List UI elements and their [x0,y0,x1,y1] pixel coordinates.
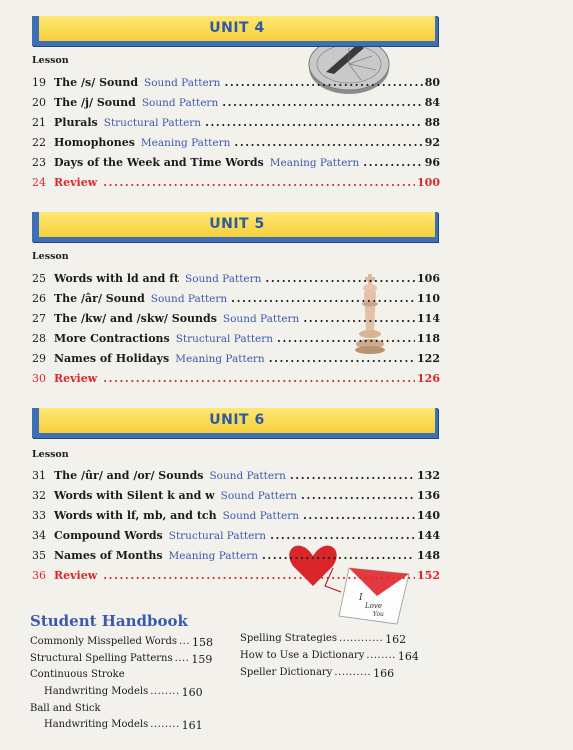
handbook-item-page: 160 [181,686,203,699]
dot-leader [262,549,415,562]
unit-5-banner: UNIT 5 [32,212,438,242]
dot-leader [269,352,415,365]
toc-row-22[interactable] [32,136,440,152]
toc-row-23[interactable] [32,156,440,172]
unit-5-lesson-label: Lesson [32,251,69,262]
lesson-page: 96 [424,156,440,169]
lesson-page: 136 [417,489,440,502]
lesson-title: The /âr/ Sound [54,292,145,305]
lesson-number: 19 [32,76,46,89]
handbook-item-how-to-use-dictionary[interactable] [240,650,419,663]
lesson-page: 118 [417,332,440,345]
lesson-title: Names of Holidays [54,352,170,365]
lesson-title: Words with ld and ft [54,272,180,285]
handbook-item-continuous-handwriting[interactable] [44,686,203,699]
unit-6-banner: UNIT 6 [32,408,438,438]
toc-row-28[interactable] [32,332,440,348]
handbook-item-ball-and-stick[interactable] [30,703,101,714]
dot-leader [270,529,415,542]
handbook-item-label: Speller Dictionary [240,667,333,678]
lesson-title: Names of Months [54,549,163,562]
lesson-page: 140 [417,509,440,522]
dot-leader [103,372,415,385]
lesson-pattern: Meaning Pattern [269,157,360,169]
lesson-page: 114 [417,312,440,325]
handbook-item-misspelled-words[interactable] [30,636,213,649]
dot-leader [290,469,415,482]
lesson-number: 20 [32,96,46,109]
card-text-love: Love [365,602,382,610]
lesson-page: 92 [424,136,440,149]
dot-leader: ........ [150,686,180,697]
lesson-page: 80 [424,76,440,89]
toc-row-27[interactable] [32,312,440,328]
dot-leader: ........ [366,650,396,661]
lesson-title: Plurals [54,116,98,129]
lesson-title: Review [54,569,98,582]
dot-leader [303,509,415,522]
toc-row-20[interactable] [32,96,440,112]
lesson-number: 35 [32,549,46,562]
lesson-title: Words with lf, mb, and tch [54,509,217,522]
card-text-you: You [373,611,384,618]
lesson-pattern: Meaning Pattern [140,137,231,149]
unit-4-lesson-label: Lesson [32,55,69,66]
handbook-item-page: 164 [397,650,419,663]
handbook-item-page: 158 [192,636,214,649]
lesson-number: 34 [32,529,46,542]
lesson-pattern: Sound Pattern [150,293,228,305]
lesson-pattern: Structural Pattern [168,530,267,542]
lesson-page: 126 [417,372,440,385]
lesson-number: 27 [32,312,46,325]
lesson-page: 144 [417,529,440,542]
student-handbook-heading: Student Handbook [30,612,188,630]
dot-leader: ... [178,636,191,647]
lesson-page: 148 [417,549,440,562]
toc-row-30-review[interactable] [32,372,440,388]
toc-row-35[interactable] [32,549,440,565]
lesson-number: 36 [32,569,46,582]
lesson-number: 31 [32,469,46,482]
lesson-page: 84 [424,96,440,109]
handbook-item-label: Structural Spelling Patterns [30,653,173,664]
lesson-title: Review [54,372,98,385]
lesson-title: Days of the Week and Time Words [54,156,264,169]
lesson-page: 110 [417,292,440,305]
toc-row-31[interactable] [32,469,440,485]
lesson-number: 32 [32,489,46,502]
card-text-i: I [359,593,363,603]
toc-row-34[interactable] [32,529,440,545]
handbook-item-page: 162 [385,633,407,646]
dot-leader [265,272,415,285]
lesson-pattern: Structural Pattern [175,333,274,345]
dot-leader [277,332,415,345]
lesson-title: The /kw/ and /skw/ Sounds [54,312,217,325]
lesson-number: 33 [32,509,46,522]
dot-leader [103,176,415,189]
toc-row-29[interactable] [32,352,440,368]
lesson-pattern: Sound Pattern [222,313,300,325]
lesson-number: 25 [32,272,46,285]
dot-leader [234,136,422,149]
lesson-page: 122 [417,352,440,365]
dot-leader [222,96,422,109]
dot-leader: ........ [150,719,180,730]
toc-row-25[interactable] [32,272,440,288]
lesson-pattern: Meaning Pattern [175,353,265,365]
lesson-pattern: Sound Pattern [220,490,298,502]
lesson-number: 30 [32,372,46,385]
handbook-item-page: 159 [191,653,213,666]
dot-leader [103,569,415,582]
handbook-item-ball-stick-handwriting[interactable] [44,719,203,732]
toc-row-24-review[interactable] [32,176,440,192]
lesson-number: 22 [32,136,46,149]
lesson-number: 21 [32,116,46,129]
handbook-item-label: Handwriting Models [44,686,149,697]
lesson-pattern: Sound Pattern [144,77,221,89]
dot-leader [205,116,423,129]
handbook-item-label: Continuous Stroke [30,669,125,680]
lesson-number: 26 [32,292,46,305]
dot-leader: .... [174,653,190,664]
handbook-item-page: 161 [181,719,203,732]
dot-leader: .......... [334,667,372,678]
dot-leader [363,156,422,169]
lesson-page: 152 [417,569,440,582]
lesson-title: Review [54,176,98,189]
lesson-number: 29 [32,352,46,365]
toc-row-26[interactable] [32,292,440,308]
unit-4-banner: UNIT 4 [32,16,438,46]
handbook-item-structural-patterns[interactable] [30,653,212,666]
lesson-title: More Contractions [54,332,170,345]
lesson-pattern: Sound Pattern [209,470,286,482]
lesson-page: 106 [417,272,440,285]
lesson-title: The /j/ Sound [54,96,136,109]
lesson-pattern: Structural Pattern [103,117,202,129]
toc-row-36-review[interactable] [32,569,440,585]
handbook-item-label: Ball and Stick [30,703,101,714]
lesson-title: Homophones [54,136,135,149]
lesson-page: 88 [424,116,440,129]
dot-leader: ............ [338,633,384,644]
handbook-item-speller-dictionary[interactable] [240,667,394,680]
lesson-pattern: Meaning Pattern [168,550,258,562]
handbook-item-label: Handwriting Models [44,719,149,730]
lesson-number: 23 [32,156,46,169]
toc-row-32[interactable] [32,489,440,505]
handbook-item-label: Commonly Misspelled Words [30,636,177,647]
handbook-item-spelling-strategies[interactable] [240,633,406,646]
handbook-item-label: How to Use a Dictionary [240,650,365,661]
handbook-item-continuous-stroke[interactable] [30,669,125,680]
handbook-item-page: 166 [373,667,395,680]
lesson-pattern: Sound Pattern [185,273,262,285]
lesson-title: The /ûr/ and /or/ Sounds [54,469,204,482]
lesson-number: 24 [32,176,46,189]
toc-row-19[interactable] [32,76,440,92]
toc-row-33[interactable] [32,509,440,525]
lesson-pattern: Sound Pattern [222,510,299,522]
handbook-item-label: Spelling Strategies [240,633,337,644]
lesson-pattern: Sound Pattern [141,97,219,109]
lesson-title: Words with Silent k and w [54,489,215,502]
dot-leader [231,292,415,305]
lesson-title: The /s/ Sound [54,76,139,89]
toc-row-21[interactable] [32,116,440,132]
dot-leader [301,489,415,502]
lesson-page: 132 [417,469,440,482]
lesson-page: 100 [417,176,440,189]
lesson-number: 28 [32,332,46,345]
dot-leader [303,312,415,325]
dot-leader [224,76,422,89]
lesson-title: Compound Words [54,529,163,542]
unit-6-lesson-label: Lesson [32,449,69,460]
